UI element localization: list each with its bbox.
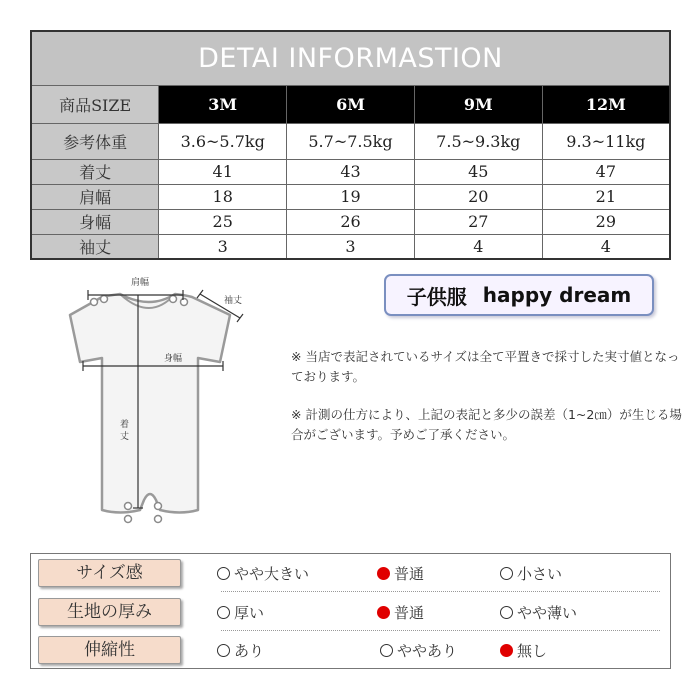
row-divider — [221, 591, 660, 592]
size-col-9m: 9M — [414, 85, 542, 123]
size-col-12m: 12M — [542, 85, 670, 123]
weight-cell: 5.7~7.5kg — [287, 123, 415, 159]
table-banner: DETAI INFORMASTION — [31, 31, 670, 85]
unselected-circle-icon — [217, 606, 230, 619]
row-label-body-width: 身幅 — [31, 209, 159, 234]
rating-option-label: やや薄い — [517, 604, 578, 622]
rating-label: 伸縮性 — [38, 636, 181, 664]
table-cell: 25 — [159, 209, 287, 234]
rating-option-label: ややあり — [397, 642, 458, 660]
size-header-label: 商品SIZE — [31, 85, 159, 123]
row-label-sleeve: 袖丈 — [31, 234, 159, 259]
size-header-row — [31, 85, 670, 123]
table-cell: 29 — [542, 209, 670, 234]
rating-label: サイズ感 — [38, 559, 181, 587]
snap-button — [155, 503, 162, 510]
unselected-circle-icon — [500, 567, 513, 580]
unselected-circle-icon — [217, 644, 230, 657]
table-cell: 4 — [414, 234, 542, 259]
size-col-3m: 3M — [159, 85, 287, 123]
rating-row-stretch — [31, 631, 670, 669]
brand-name: 子供服 — [406, 284, 467, 309]
measure-tick — [197, 290, 203, 298]
snap-button — [181, 299, 188, 306]
length-label-2: 丈 — [120, 432, 130, 442]
rating-option — [217, 640, 264, 661]
size-col-6m: 6M — [287, 85, 415, 123]
rating-option — [217, 602, 264, 623]
rating-row-fabric-thickness — [31, 593, 670, 631]
rating-option-label: 普通 — [394, 565, 425, 583]
rating-option — [217, 563, 309, 584]
table-row — [31, 234, 670, 259]
snap-button — [125, 503, 132, 510]
table-cell: 26 — [287, 209, 415, 234]
table-cell: 4 — [542, 234, 670, 259]
romper-outline — [70, 294, 230, 513]
selected-dot-icon — [500, 644, 513, 657]
table-row — [31, 184, 670, 209]
weight-cell: 9.3~11kg — [542, 123, 670, 159]
body-width-label: 身幅 — [164, 354, 183, 364]
rating-row-size-feel — [31, 554, 670, 592]
table-cell: 18 — [159, 184, 287, 209]
romper-illustration — [40, 270, 260, 540]
rating-option-label: 厚い — [234, 604, 265, 622]
unselected-circle-icon — [380, 644, 393, 657]
table-cell: 45 — [414, 159, 542, 184]
table-cell: 27 — [414, 209, 542, 234]
weight-label: 参考体重 — [31, 123, 159, 159]
measure-tick — [237, 314, 243, 322]
table-cell: 3 — [159, 234, 287, 259]
brand-tagline: happy dream — [482, 283, 632, 307]
snap-button — [125, 516, 132, 523]
rating-option-label: やや大きい — [234, 565, 310, 583]
unselected-circle-icon — [500, 606, 513, 619]
weight-cell: 3.6~5.7kg — [159, 123, 287, 159]
weight-cell: 7.5~9.3kg — [414, 123, 542, 159]
romper-measurement-diagram — [40, 270, 260, 540]
sleeve-label: 袖丈 — [224, 296, 243, 306]
snap-button — [101, 296, 108, 303]
unselected-circle-icon — [217, 567, 230, 580]
table-row — [31, 159, 670, 184]
rating-option-selected — [500, 640, 547, 661]
table-cell: 47 — [542, 159, 670, 184]
row-label-shoulder: 肩幅 — [31, 184, 159, 209]
rating-label: 生地の厚み — [38, 598, 181, 626]
rating-option-label: 小さい — [517, 565, 563, 583]
table-cell: 43 — [287, 159, 415, 184]
rating-option-label: あり — [234, 642, 265, 660]
note-measurement-error: ※ 計測の仕方により、上記の表記と多少の誤差（1~2㎝）が生じる場合がございます。予めご了承ください。 — [291, 407, 682, 442]
rating-option-label: 無し — [517, 642, 548, 660]
rating-option-selected — [377, 563, 424, 584]
table-cell: 3 — [287, 234, 415, 259]
table-row — [31, 209, 670, 234]
rating-option — [500, 602, 577, 623]
shoulder-label: 肩幅 — [131, 278, 150, 288]
selected-dot-icon — [377, 606, 390, 619]
size-table — [30, 30, 671, 260]
snap-button — [91, 299, 98, 306]
rating-option-selected — [377, 602, 424, 623]
rating-option-label: 普通 — [394, 604, 425, 622]
snap-button — [155, 516, 162, 523]
table-cell: 21 — [542, 184, 670, 209]
brand-box — [384, 274, 654, 316]
selected-dot-icon — [377, 567, 390, 580]
table-cell: 20 — [414, 184, 542, 209]
rating-option — [380, 640, 457, 661]
length-label-1: 着 — [120, 420, 130, 430]
weight-row — [31, 123, 670, 159]
table-cell: 41 — [159, 159, 287, 184]
rating-table — [30, 553, 671, 669]
snap-button — [170, 296, 177, 303]
row-label-length: 着丈 — [31, 159, 159, 184]
table-cell: 19 — [287, 184, 415, 209]
rating-option — [500, 563, 562, 584]
note-measurement-method: ※ 当店で表記されているサイズは全て平置きで採寸した実寸値となっております。 — [291, 349, 680, 384]
